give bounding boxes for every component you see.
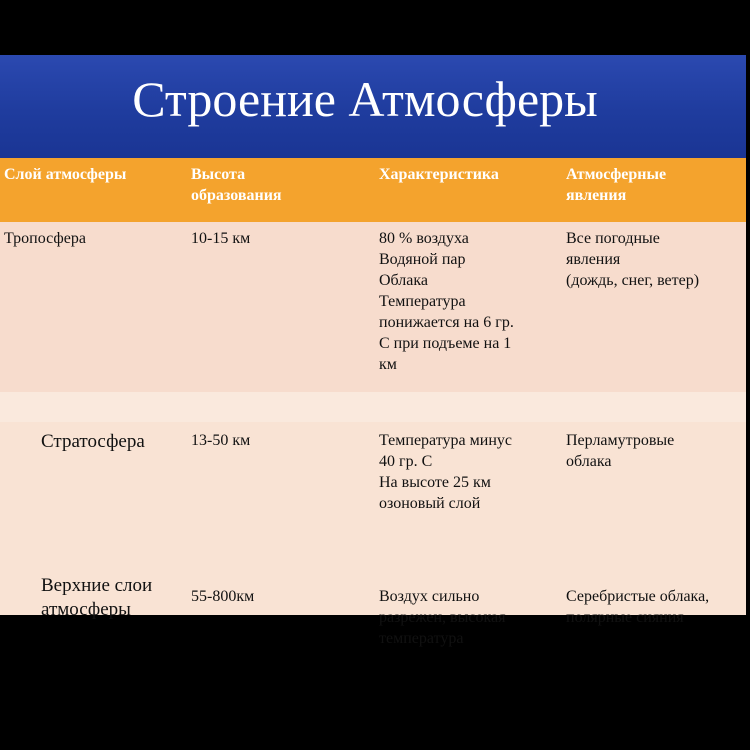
cell-line: облака xyxy=(566,453,612,470)
cell-phenomena xyxy=(566,430,746,472)
cell-layer: Тропосфера xyxy=(4,230,86,247)
cell-layer xyxy=(41,574,152,622)
cell-phenomena xyxy=(566,228,746,291)
cell-line: озоновый слой xyxy=(379,495,481,512)
cell-line: Перламутровые xyxy=(566,432,675,449)
cell-line: Облака xyxy=(379,272,429,289)
cell-line: разрежен, высокая xyxy=(379,609,506,626)
cell-line: Водяной пар xyxy=(379,251,466,268)
cell-line: явления xyxy=(566,251,621,268)
cell-characteristic xyxy=(379,228,559,375)
cell-line: Верхние слои xyxy=(41,575,153,596)
header-height-line: Высота xyxy=(191,166,246,183)
header-phenomena xyxy=(566,164,746,206)
cell-line: (дождь, снег, ветер) xyxy=(566,272,700,289)
header-phenomena-line: Атмосферные xyxy=(566,166,667,183)
row-separator xyxy=(0,392,746,422)
cell-line: Температура xyxy=(379,293,466,310)
cell-line: На высоте 25 км xyxy=(379,474,491,491)
table-row xyxy=(0,222,746,392)
slide xyxy=(0,55,746,647)
cell-line: Воздух сильно xyxy=(379,588,480,605)
cell-height: 10-15 км xyxy=(191,230,251,247)
table-row xyxy=(0,422,746,647)
table-header-row xyxy=(0,158,746,222)
header-layer-line: Слой атмосферы xyxy=(4,166,127,183)
cell-line: понижается на 6 гр. xyxy=(379,314,514,331)
header-height-line: образования xyxy=(191,187,282,204)
cell-line: полярные сияния xyxy=(566,609,684,626)
cell-layer: Стратосфера xyxy=(41,431,145,452)
cell-phenomena xyxy=(566,586,746,628)
cell-line: 80 % воздуха xyxy=(379,230,469,247)
cell-line: атмосферы xyxy=(41,599,131,620)
cell-line: 40 гр. С xyxy=(379,453,433,470)
header-phenomena-line: явления xyxy=(566,187,627,204)
cell-line: Серебристые облака, xyxy=(566,588,710,605)
cell-line: Температура минус xyxy=(379,432,512,449)
header-characteristic-line: Характеристика xyxy=(379,166,499,183)
header-characteristic xyxy=(379,164,559,185)
cell-line: Все погодные xyxy=(566,230,660,247)
slide-title: Строение Атмосферы xyxy=(132,71,598,127)
title-bar xyxy=(0,55,746,158)
cell-characteristic xyxy=(379,586,559,649)
cell-line: температура xyxy=(379,630,464,647)
cell-line: км xyxy=(379,356,397,373)
header-layer xyxy=(4,164,184,185)
header-height xyxy=(191,164,371,206)
cell-height: 55-800км xyxy=(191,588,255,605)
cell-height: 13-50 км xyxy=(191,432,251,449)
cell-characteristic xyxy=(379,430,559,514)
cell-line: С при подъеме на 1 xyxy=(379,335,512,352)
